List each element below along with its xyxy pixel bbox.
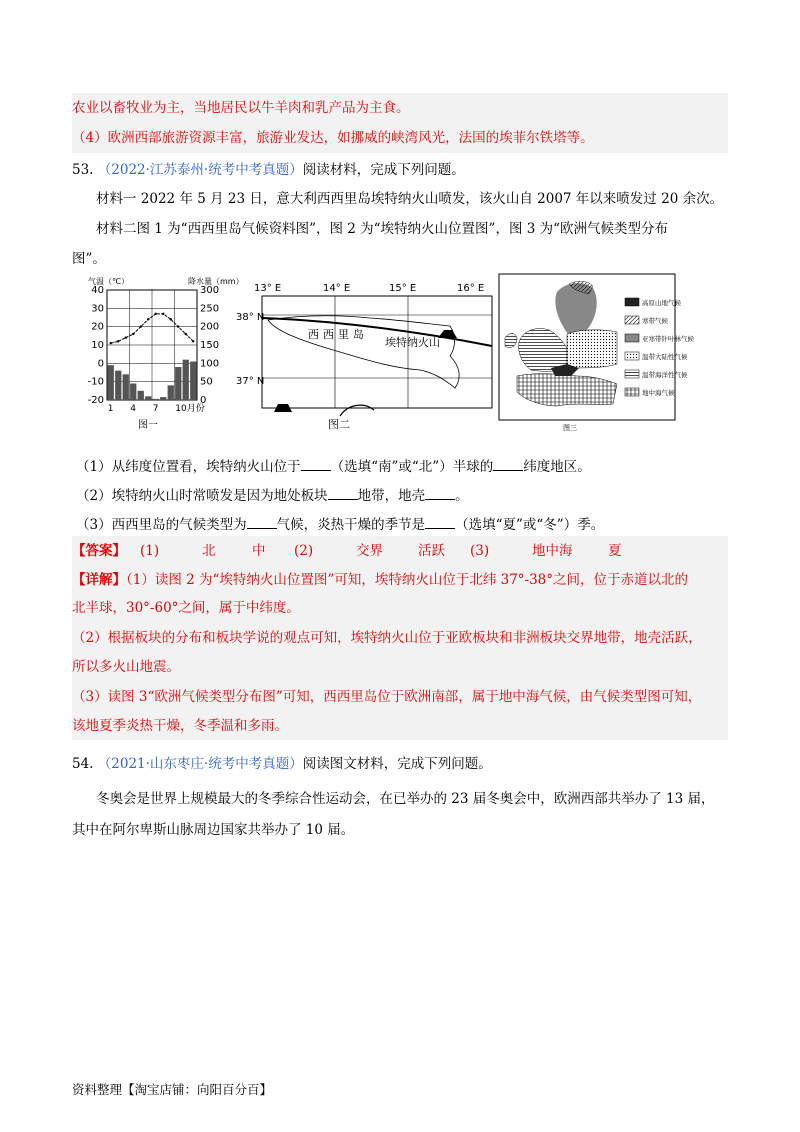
legend-label: 温带海洋性气候 <box>642 371 688 379</box>
question-54-header <box>72 752 492 772</box>
material-2-cont: 图”。 <box>72 251 106 267</box>
lon-label: 15° E <box>389 283 417 294</box>
answer-part: 中 <box>252 543 266 559</box>
precip-bar <box>153 399 159 400</box>
legend-label: 亚寒带针叶林气候 <box>642 335 694 343</box>
legend-label: 高原山地气候 <box>642 299 681 307</box>
answer-part: (2) <box>294 543 314 559</box>
temp-tick-label: 10 <box>91 340 104 351</box>
sub-question-text: （1）从纬度位置看，埃特纳火山位于 <box>76 459 301 475</box>
question-source-link[interactable]: （2022·江苏泰州·统考中考真题） <box>97 162 303 178</box>
month-tick-label: 4 <box>130 404 136 414</box>
sub-question-text: 气候，炎热干燥的季节是 <box>276 517 426 533</box>
question-source-link[interactable]: （2021·山东枣庄·统考中考真题） <box>97 756 303 772</box>
temp-tick-label: 20 <box>91 321 104 333</box>
island-label: 西西里岛 <box>308 328 368 341</box>
europe-map-svg <box>497 272 694 432</box>
figure-1-climate-chart <box>70 272 244 432</box>
precip-bar <box>123 374 129 400</box>
precip-tick-label: 100 <box>200 358 220 370</box>
material-2: 材料二图 1 为“西西里岛气候资料图”，图 2 为“埃特纳火山位置图”，图 3 为“欧洲气候类型分布 <box>96 221 669 237</box>
detail-line: 所以多火山地震。 <box>72 659 180 675</box>
volcano-legend-icon <box>274 404 292 412</box>
figure-3-title: 图三 <box>563 424 577 432</box>
sub-question-text: （选填“夏”或“冬”）季。 <box>455 517 605 533</box>
precip-tick-label: 50 <box>200 376 213 388</box>
precip-bar <box>190 362 196 401</box>
sub-question-text: 地带，地壳 <box>357 488 426 504</box>
answer-part: 北 <box>202 543 216 559</box>
lon-label: 13° E <box>254 283 282 294</box>
answer-label: 【答案】 <box>72 543 126 559</box>
question-number: 53. <box>72 162 94 178</box>
temp-tick-label: -20 <box>87 395 104 406</box>
sub-question-3 <box>76 513 604 533</box>
temp-tick-label: 30 <box>91 303 104 315</box>
month-tick-label: 7 <box>152 404 159 414</box>
answer-part: 地中海 <box>532 543 573 559</box>
material-1: 材料一 2022 年 5 月 23 日，意大利西西里岛埃特纳火山喷发，该火山自 2007 年以来喷发过 20 余次。 <box>96 191 724 207</box>
answer-blank <box>425 487 455 500</box>
answer-part: 交界 <box>356 543 383 559</box>
detail-text: （1）读图 2 为“埃特纳火山位置图”可知，埃特纳火山位于北纬 37°-38°之间，位于赤道以北的 <box>126 572 689 588</box>
month-tick-label: 1 <box>107 404 114 414</box>
figure-2-title: 图二 <box>328 418 350 431</box>
question-54-text: 其中在阿尔卑斯山脉周边国家共举办了 10 届。 <box>72 822 355 838</box>
legend-label: 寒带气候 <box>642 317 668 325</box>
volcano-label: 埃特纳火山 <box>385 336 440 349</box>
answer-blank <box>493 458 523 471</box>
temp-tick-label: -10 <box>87 376 104 388</box>
month-tick-label: 10月份 <box>175 404 205 414</box>
precip-tick-label: 300 <box>200 285 220 296</box>
question-53-header <box>72 158 465 178</box>
answer-blank <box>301 458 331 471</box>
location-map-svg <box>236 278 498 433</box>
detail-line: 北半球，30°-60°之间，属于中纬度。 <box>72 600 300 616</box>
precip-bar <box>130 384 136 401</box>
precip-tick-label: 0 <box>200 395 207 406</box>
lat-label: 37° N <box>236 376 265 387</box>
answer-part: 夏 <box>608 543 622 559</box>
precip-bar <box>138 391 144 400</box>
question-54-text: 冬奥会是世界上规模最大的冬季综合性运动会，在已举办的 23 届冬奥会中，欧洲西部共举办了 13 届， <box>96 791 715 807</box>
temp-tick-label: 0 <box>97 358 104 370</box>
question-prompt: 阅读图文材料，完成下列问题。 <box>302 756 492 772</box>
precip-axis-label: 降水量（mm） <box>188 277 244 286</box>
legend-label: 地中海气候 <box>642 389 675 397</box>
figure-3-europe-climate-map <box>497 272 694 432</box>
volcano-icon <box>438 330 457 338</box>
sub-question-text: （2）埃特纳火山时常喷发是因为地处板块 <box>76 488 328 504</box>
precip-bar <box>145 396 151 400</box>
figure-2-location-map <box>236 278 498 433</box>
precip-bar <box>168 385 174 400</box>
precip-bar <box>183 360 189 400</box>
sub-question-text: （3）西西里岛的气候类型为 <box>76 517 247 533</box>
plate-legend-icon <box>340 405 374 416</box>
detail-line <box>72 565 688 595</box>
precip-bar <box>175 367 181 400</box>
answer-blank <box>425 516 455 529</box>
detail-label: 【详解】 <box>72 572 126 588</box>
answer-blank <box>328 487 358 500</box>
question-number: 54. <box>72 756 94 772</box>
answer-part: (3) <box>470 543 490 559</box>
sub-question-2 <box>76 484 469 504</box>
temp-tick-label: 40 <box>91 285 104 296</box>
precip-tick-label: 150 <box>200 340 220 351</box>
detail-line: 该地夏季炎热干燥，冬季温和多雨。 <box>72 718 288 734</box>
answer-part: 活跃 <box>418 543 445 559</box>
temp-axis-label: 气温（℃） <box>88 277 129 286</box>
lon-label: 16° E <box>457 283 485 294</box>
previous-answer-line: （4）欧洲西部旅游资源丰富，旅游业发达，如挪威的峡湾风光，法国的埃菲尔铁塔等。 <box>72 130 594 146</box>
detail-line: （2）根据板块的分布和板块学说的观点可知，埃特纳火山位于亚欧板块和非洲板块交界地带，地壳活跃， <box>72 630 702 646</box>
answer-line <box>72 536 728 566</box>
lon-label: 14° E <box>323 283 351 294</box>
precip-bar <box>160 397 166 400</box>
answer-blank <box>247 516 277 529</box>
sub-question-text: （选填“南”或“北”）半球的 <box>330 459 494 475</box>
question-prompt: 阅读材料，完成下列问题。 <box>302 162 465 178</box>
sub-question-text: 。 <box>455 488 469 504</box>
detail-line: （3）读图 3“欧洲气候类型分布图”可知，西西里岛位于欧洲南部，属于地中海气候，由气候类型图可知， <box>72 689 702 705</box>
answer-block <box>72 536 728 740</box>
figure-1-title: 图一 <box>138 420 158 431</box>
precip-bar <box>108 365 114 400</box>
page-footer: 资料整理【淘宝店铺：向阳百分百】 <box>72 1082 273 1097</box>
sub-question-1 <box>76 455 591 475</box>
climate-chart-svg <box>70 272 244 432</box>
previous-answer-block <box>72 93 728 153</box>
answer-part: (1) <box>140 543 160 559</box>
precip-tick-label: 200 <box>200 321 220 333</box>
lat-label: 38° N <box>236 312 265 323</box>
precip-bar <box>115 371 121 400</box>
sub-question-text: 纬度地区。 <box>523 459 591 475</box>
precip-tick-label: 250 <box>200 303 220 315</box>
legend-label: 温带大陆性气候 <box>642 353 688 361</box>
previous-answer-line: 农业以畜牧业为主，当地居民以牛羊肉和乳产品为主食。 <box>72 100 410 116</box>
